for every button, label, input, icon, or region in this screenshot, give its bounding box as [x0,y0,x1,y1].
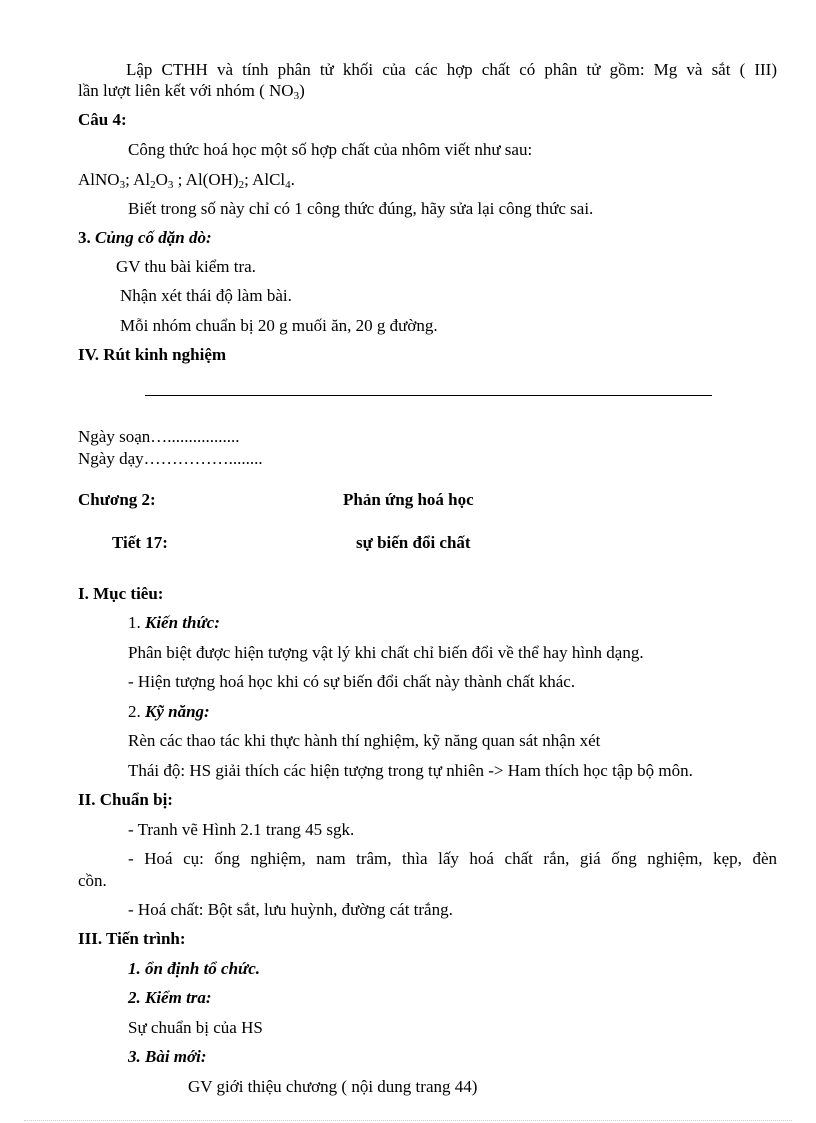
lesson-title: sự biến đổi chất [356,533,471,552]
consolidation-item: Nhận xét thái độ làm bài. [120,286,292,305]
preparation-item-3: - Hoá chất: Bột sắt, lưu huỳnh, đường cát trắng. [128,900,453,919]
preparation-item-2-line-1: - Hoá cụ: ống nghiệm, nam trâm, thìa lấy hoá chất rắn, giá ống nghiệm, kẹp, đèn [128,849,777,868]
question-4-intro: Công thức hoá học một số hợp chất của nhôm viết như sau: [128,140,533,159]
knowledge-line-1: Phân biệt được hiện tượng vật lý khi chất chỉ biến đổi về thể hay hình dạng. [128,643,644,662]
objectives-heading: I. Mục tiêu: [78,584,164,603]
preparation-item-2-line-2: cồn. [78,871,107,890]
procedure-step-3: 3. Bài mới: [128,1047,207,1066]
question-4-task: Biết trong số này chỉ có 1 công thức đúng, hãy sửa lại công thức sai. [128,199,594,218]
procedure-step-2: 2. Kiểm tra: [128,988,212,1007]
question-4-heading: Câu 4: [78,110,127,129]
chapter-label: Chương 2: [78,490,156,509]
knowledge-heading: 1. Kiến thức: [128,613,220,632]
chapter-title: Phản ứng hoá học [343,490,474,509]
lesson-label: Tiết 17: [112,533,168,552]
prepare-date: Ngày soạn…................. [78,427,240,446]
procedure-step-3-text: GV giới thiệu chương ( nội dung trang 44) [188,1077,478,1096]
experience-heading: IV. Rút kinh nghiệm [78,345,227,364]
preparation-item-1: - Tranh vẽ Hình 2.1 trang 45 sgk. [128,820,355,839]
intro-paragraph-line-2: lần lượt liên kết với nhóm ( $NO_3$) [78,81,305,102]
divider-line [145,395,712,396]
formula-list: AlNO$_3$; $Al_2O_3$ ; $Al(OH)_2$; AlCl$_4$. [78,170,295,191]
consolidation-item: GV thu bài kiểm tra. [116,257,256,276]
procedure-step-1: 1. ổn định tổ chức. [128,959,261,978]
preparation-heading: II. Chuẩn bị: [78,790,173,809]
procedure-step-2-text: Sự chuẩn bị của HS [128,1018,263,1037]
skills-heading: 2. Kỹ năng: [128,702,210,721]
knowledge-line-2: - Hiện tượng hoá học khi có sự biến đổi chất này thành chất khác. [128,672,576,691]
attitude-line: Thái độ: HS giải thích các hiện tượng trong tự nhiên -> Ham thích học tập bộ môn. [128,761,693,780]
intro-paragraph-line-1: Lập CTHH và tính phân tử khối của các hợp chất có phân tử gồm: Mg và sắt ( III) [126,60,777,79]
consolidation-heading: 3. Củng cố dặn dò: [78,228,212,247]
teaching-date: Ngày dạy……………........ [78,449,263,468]
skills-line-1: Rèn các thao tác khi thực hành thí nghiệm, kỹ năng quan sát nhận xét [128,731,601,750]
consolidation-item: Mỗi nhóm chuẩn bị 20 g muối ăn, 20 g đường. [120,316,438,335]
procedure-heading: III. Tiến trình: [78,929,186,948]
page-bottom-border [24,1120,792,1121]
